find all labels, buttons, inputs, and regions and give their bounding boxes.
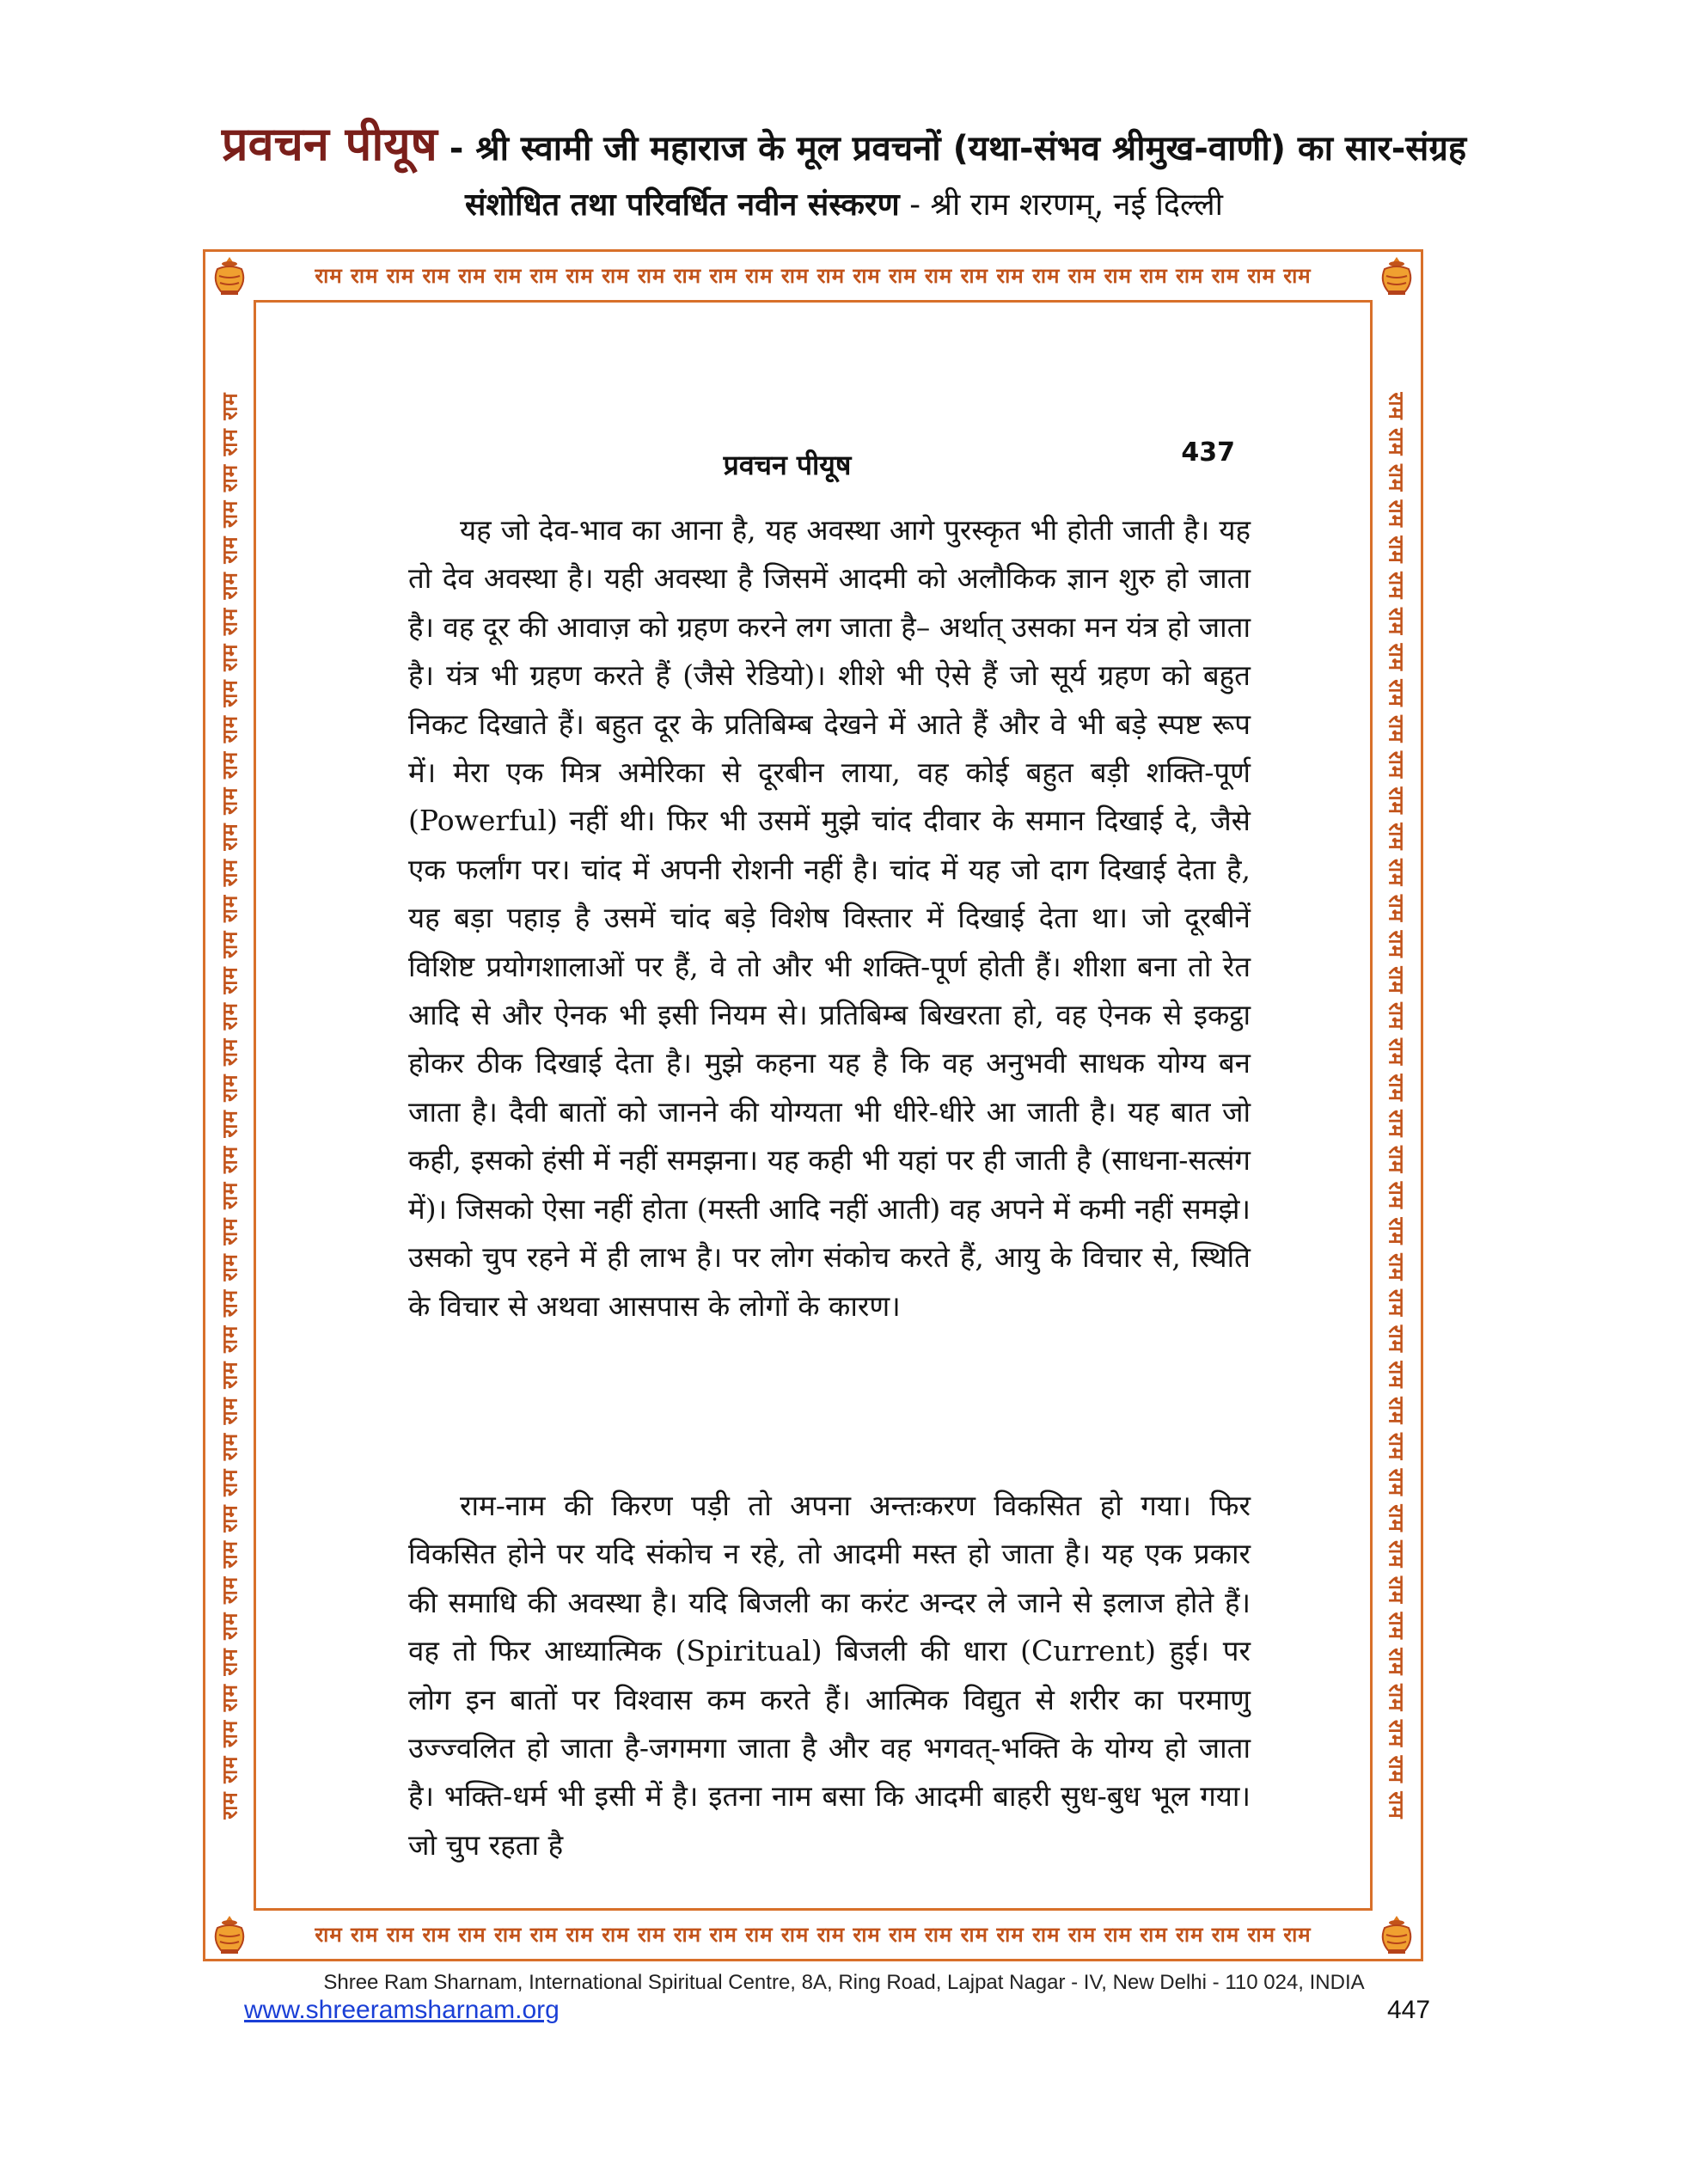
document-header-title bbox=[0, 110, 1688, 174]
header-title-main: प्रवचन पीयूष bbox=[221, 117, 437, 171]
ram-border-left-text: राम राम राम राम राम राम राम राम राम राम राम राम राम राम राम राम राम राम राम राम राम राम राम राम राम राम राम राम राम राम राम राम राम राम राम राम राम राम राम राम bbox=[217, 391, 242, 1820]
scanned-book-page bbox=[271, 317, 1355, 1893]
kalash-icon bbox=[207, 1912, 252, 1957]
kalash-icon bbox=[1374, 254, 1419, 298]
book-page-number: 437 bbox=[1181, 437, 1235, 468]
ram-border-right-text: राम राम राम राम राम राम राम राम राम राम राम राम राम राम राम राम राम राम राम राम राम राम राम राम राम राम राम राम राम राम राम राम राम राम राम राम राम राम राम राम bbox=[1384, 391, 1409, 1820]
ram-border-left bbox=[205, 300, 254, 1911]
body-paragraph-2: राम-नाम की किरण पड़ी तो अपना अन्तःकरण विकसित हो गया। फिर विकसित होने पर यदि संकोच न रहे, तो आदमी मस्त हो जाता है। यह एक प्रकार की समाधि की अवस्था है। यदि बिजली का करंट अन्दर ले जाने से इलाज होते हैं। वह तो फिर आध्यात्मिक (Spiritual) बिजली की धारा (Current) हुई। पर लोग इन बातों पर विश्वास कम करते हैं। आत्मिक विद्युत से शरीर का परमाणु उज्ज्वलित हो जाता है-जगमगा जाता है और वह भगवत्-भक्ति के योग्य हो जाता है। भक्ति-धर्म भी इसी में है। इतना नाम बसा कि आदमी बाहरी सुध-बुध भूल गया। जो चुप रहता है bbox=[408, 1489, 1251, 1862]
footer-page-number: 447 bbox=[1387, 1996, 1431, 2024]
header-subtitle-rest: - श्री राम शरणम्, नई दिल्ली bbox=[899, 187, 1223, 223]
website-link[interactable]: www.shreeramsharnam.org bbox=[244, 1996, 560, 2024]
body-paragraph-1: यह जो देव-भाव का आना है, यह अवस्था आगे पुरस्कृत भी होती जाती है। यह तो देव अवस्था है। यही अवस्था है जिसमें आदमी को अलौकिक ज्ञान शुरु हो जाता है। वह दूर की आवाज़ को ग्रहण करने लग जाता है– अर्थात् उसका मन यंत्र हो जाता है। यंत्र भी ग्रहण करते हैं (जैसे रेडियो)। शीशे भी ऐसे हैं जो सूर्य ग्रहण को बहुत निकट दिखाते हैं। बहुत दूर के प्रतिबिम्ब देखने में आते हैं और वे भी बड़े स्पष्ट रूप में। मेरा एक मित्र अमेरिका से दूरबीन लाया, वह कोई बहुत बड़ी शक्ति-पूर्ण (Powerful) नहीं थी। फिर भी उसमें मुझे चांद दीवार के समान दिखाई दे, जैसे एक फर्लांग पर। चांद में अपनी रोशनी नहीं है। चांद में यह जो दाग दिखाई देता है, यह बड़ा पहाड़ है उसमें चांद बड़े विशेष विस्तार में दिखाई देता था। जो दूरबीनें विशिष्ट प्रयोगशालाओं पर हैं, वे तो और भी शक्ति-पूर्ण होती हैं। शीशा बना तो रेत आदि से और ऐनक भी इसी नियम से। प्रतिबिम्ब बिखरता हो, वह ऐनक से इकट्ठा होकर ठीक दिखाई देता है। मुझे कहना यह है कि वह अनुभवी साधक योग्य बन जाता है। दैवी बातों को जानने की योग्यता भी धीरे-धीरे आ जाती है। यह बात जो कही, इसको हंसी में नहीं समझना। यह कही भी यहां पर ही जाती है (साधना-सत्संग में)। जिसको ऐसा नहीं होता (मस्ती आदि नहीं आती) वह अपने में कमी नहीं समझे। उसको चुप रहने में ही लाभ है। पर लोग संकोच करते हैं, आयु के विचार से, स्थिति के विचार से अथवा आसपास के लोगों के कारण। bbox=[408, 513, 1251, 1323]
document-header-subtitle bbox=[0, 182, 1688, 224]
header-subtitle-bold: संशोधित तथा परिवर्धित नवीन संस्करण bbox=[465, 187, 900, 223]
ram-border-top: राम राम राम राम राम राम राम राम राम राम राम राम राम राम राम राम राम राम राम राम राम राम राम राम राम राम राम राम bbox=[315, 264, 1312, 288]
book-running-title: प्रवचन पीयूष bbox=[723, 449, 852, 481]
decorative-ram-frame bbox=[203, 249, 1423, 1961]
footer-address: Shree Ram Sharnam, International Spiritual Centre, 8A, Ring Road, Lajpat Nagar - IV, New Delhi - 110 024, INDIA bbox=[323, 1971, 1365, 1994]
ram-border-right bbox=[1373, 300, 1421, 1911]
header-title-rest: - श्री स्वामी जी महाराज के मूल प्रवचनों (यथा-संभव श्रीमुख-वाणी) का सार-संग्रह bbox=[437, 129, 1467, 168]
kalash-icon bbox=[207, 254, 252, 298]
kalash-icon bbox=[1374, 1912, 1419, 1957]
ram-border-bottom: राम राम राम राम राम राम राम राम राम राम राम राम राम राम राम राम राम राम राम राम राम राम राम राम राम राम राम राम bbox=[315, 1923, 1312, 1947]
